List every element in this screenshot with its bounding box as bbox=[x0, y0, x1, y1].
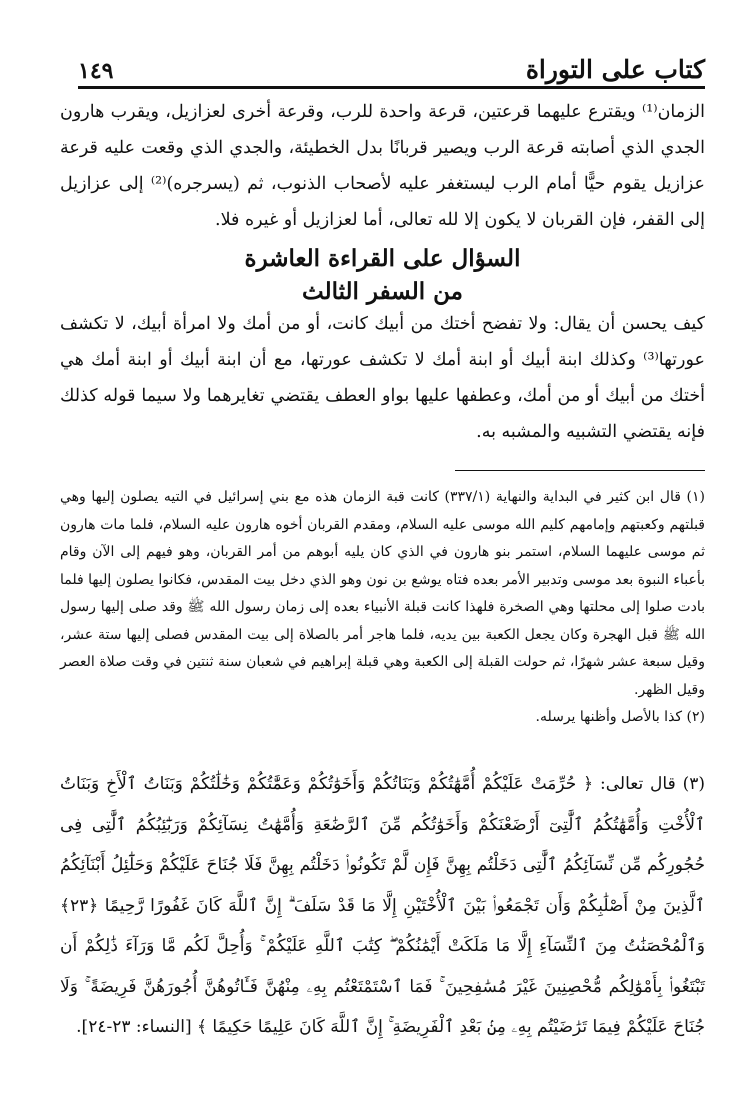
book-title: كتاب على التوراة bbox=[525, 55, 705, 84]
paragraph-text: كيف يحسن أن يقال: ولا تفضح أختك من أبيك كانت، أو من أمك ولا امرأة أبيك، لا تكشف عورتها⁽³⁾ وكذلك ابنة أبيك أو ابنة أمك لا تكشف عورتها، مع أن ابنة أبيك أو ابنة أمك هي أختك من أبيك أو من أمك، وعطفها عليها بواو العطف يقتضي تغايرهما ولا سيما قوله كذلك فإنه يقتضي التشبيه والمشبه به. bbox=[60, 314, 705, 442]
footnote-3: (٣) قال تعالى: ﴿ حُرِّمَتْ عَلَيْكُمْ أُمَّهَٰتُكُمْ وَبَنَاتُكُمْ وَأَخَوَٰتُكُمْ وَعَمَّٰتُكُمْ وَخَٰلَٰتُكُمْ وَبَنَاتُ ٱلْأَخِ وَبَنَاتُ ٱلْأُخْتِ وَأُمَّهَٰتُكُمُ ٱلَّٰتِىٓ أَرْضَعْنَكُمْ وَأَخَوَٰتُكُم مِّنَ ٱلرَّضَٰعَةِ وَأُمَّهَٰتُ نِسَآئِكُمْ وَرَبَٰٓئِبُكُمُ ٱلَّٰتِى فِى حُجُورِكُم مِّن نِّسَآئِكُمُ ٱلَّٰتِى دَخَلْتُم بِهِنَّ فَإِن لَّمْ تَكُونُوا۟ دَخَلْتُم بِهِنَّ فَلَا جُنَاحَ عَلَيْكُمْ وَحَلَٰٓئِلُ أَبْنَآئِكُمُ ٱلَّذِينَ مِنْ أَصْلَٰبِكُمْ وَأَن تَجْمَعُوا۟ بَيْنَ ٱلْأُخْتَيْنِ إِلَّا مَا قَدْ سَلَفَ ۗ إِنَّ ٱللَّهَ كَانَ غَفُورًا رَّحِيمًا ﴿٢٣﴾ وَٱلْمُحْصَنَٰتُ مِنَ ٱلنِّسَآءِ إِلَّا مَا مَلَكَتْ أَيْمَٰنُكُمْ ۖ كِتَٰبَ ٱللَّهِ عَلَيْكُمْ ۚ وَأُحِلَّ لَكُم مَّا وَرَآءَ ذَٰلِكُمْ أَن تَبْتَغُوا۟ بِأَمْوَٰلِكُم مُّحْصِنِينَ غَيْرَ مُسَٰفِحِينَ ۚ فَمَا ٱسْتَمْتَعْتُم بِهِۦ مِنْهُنَّ فَـَٔاتُوهُنَّ أُجُورَهُنَّ فَرِيضَةً ۚ وَلَا جُنَاحَ عَلَيْكُمْ فِيمَا تَرَٰضَيْتُم بِهِۦ مِنۢ بَعْدِ ٱلْفَرِيضَةِ ۚ إِنَّ ٱللَّهَ كَانَ عَلِيمًا حَكِيمًا ﴾ [النساء: ٢٣-٢٤]. bbox=[60, 774, 705, 1037]
main-paragraph-2 bbox=[60, 306, 705, 450]
footnote-3-quran bbox=[60, 764, 705, 1048]
main-paragraph-1 bbox=[60, 94, 705, 238]
section-heading: السؤال على القراءة العاشرة bbox=[244, 245, 521, 272]
footnotes bbox=[60, 484, 705, 732]
paragraph-text: الزمان⁽¹⁾ ويقترع عليهما قرعتين، قرعة واحدة للرب، وقرعة أخرى لعزازيل، ويقرب هارون الجدي الذي أصابته قرعة الرب ويصير قربانًا بدل الخطيئة، والجدي الذي وقعت عليه قرعة عزازيل يقوم حيًّا أمام الرب ليستغفر عليه لأصحاب الذنوب، ثم (يسرجره)⁽²⁾ إلى عزازيل إلى القفر، فإن القربان لا يكون إلا لله تعالى، أما لعزازيل أو غيره فلا. bbox=[60, 102, 705, 230]
page-header bbox=[78, 44, 705, 89]
page-number: ١٤٩ bbox=[78, 58, 114, 84]
footnote-divider bbox=[455, 470, 705, 471]
footnote-2: (٢) كذا بالأصل وأظنها يرسله. bbox=[535, 709, 705, 725]
footnote-1: (١) قال ابن كثير في البداية والنهاية (٣٣٧/١) كانت قبة الزمان هذه مع بني إسرائيل في التيه يصلون إليها وهي قبلتهم وكعبتهم وإمامهم كليم الله موسى عليه السلام، ومقدم القربان أخوه هارون عليه السلام، فلما مات هارون ثم موسى عليهما السلام، استمر بنو هارون في الذي كان يليه أبوهم من أمر القربان، وهو فيهم إلى الآن وقام بأعباء النبوة بعد موسى وتدبير الأمر بعده فتاه يوشع بن نون وهو الذي دخل بيت المقدس، فكانوا يصلون إليها فلما بادت صلوا إلى محلتها وهي الصخرة فلهذا كانت قبلة الأنبياء بعده إلى زمان رسول الله ﷺ وقد صلى إليها رسول الله ﷺ قبل الهجرة وكان يجعل الكعبة بين يديه، فلما هاجر أمر بالصلاة إلى بيت المقدس فصلى إليها ستة عشر، وقيل سبعة عشر شهرًا، ثم حولت القبلة إلى الكعبة وهي قبلة إبراهيم في شعبان سنة ثنتين في وقت صلاة العصر وقيل الظهر. bbox=[60, 489, 705, 698]
section-subheading: من السفر الثالث bbox=[301, 278, 464, 305]
